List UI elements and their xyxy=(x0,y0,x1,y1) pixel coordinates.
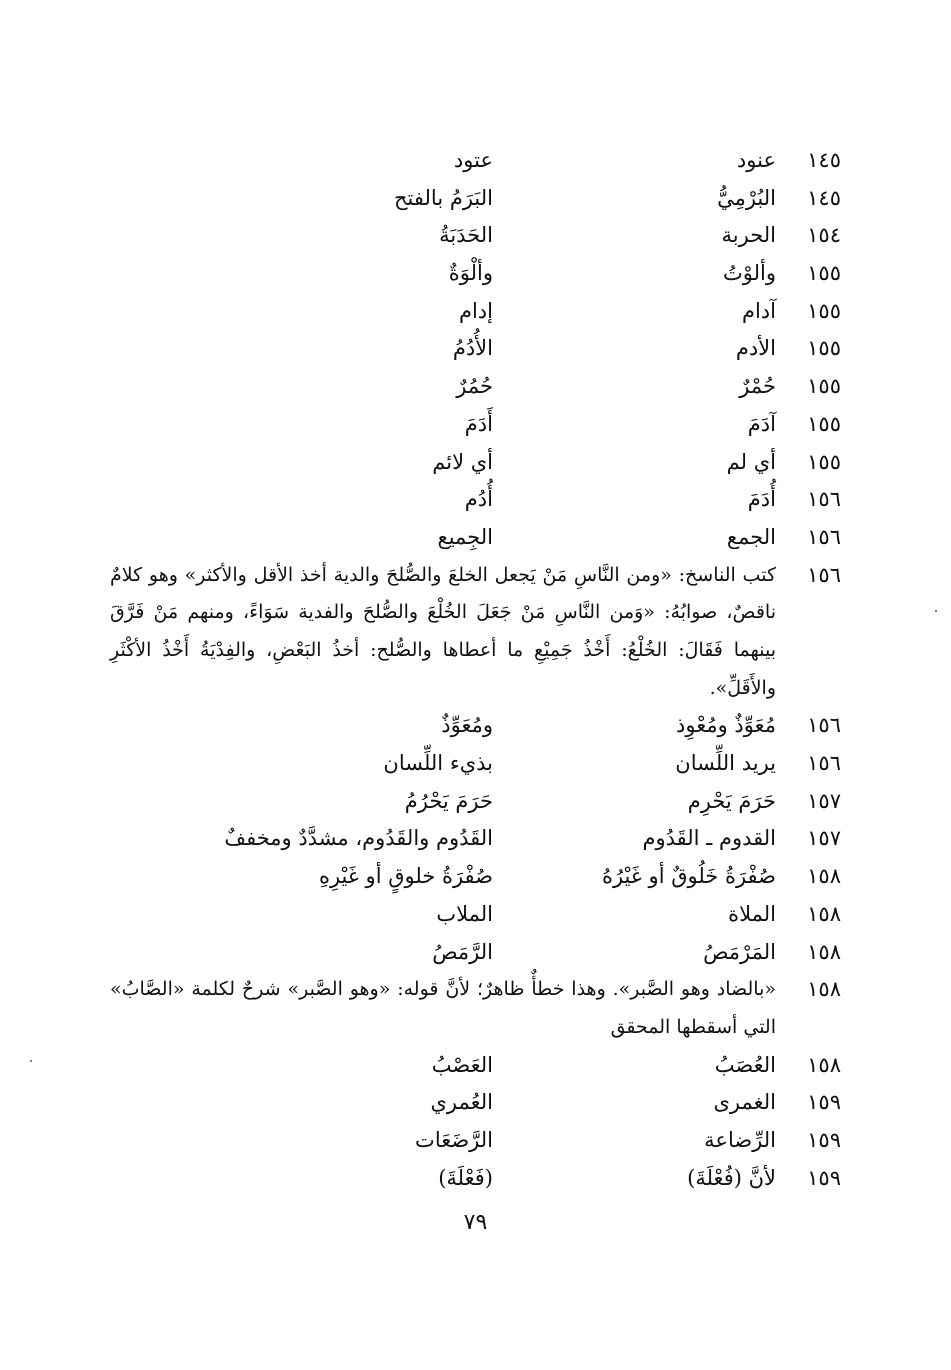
page-reference: ١٥٤ xyxy=(807,223,841,248)
page-reference: ١٥٥ xyxy=(807,374,841,399)
corrected-reading: الأُدُمُ xyxy=(452,336,493,361)
correction-row xyxy=(0,406,951,444)
page-reference: ١٥٨ xyxy=(807,977,841,1002)
correction-row xyxy=(0,1084,951,1122)
correction-row xyxy=(0,180,951,218)
erroneous-reading: الجمع xyxy=(726,524,776,549)
correction-row xyxy=(0,519,951,557)
note-text: كتب الناسخ: «ومن النَّاسِ مَنْ يَجعل الخلعَ والصُّلحَ والدية أخذ الأقل والأكثر» وهو كلامٌ ناقصٌ، صوابُهُ: «وَمن النَّاسِ مَنْ جَعَلَ الخُلْعَ والصُّلحَ والفدية سَوَاءً، ومنهم مَنْ فَرَّقَ بينهما فَقَالَ: الخُلْعُ: أَخْذُ جَمِيْعِ ما أعطاها والصُّلح: أخذُ البَعْضِ، والفِدْيَةُ أَخْذُ الأكْثَرِ والأَقَلِّ». xyxy=(110,563,776,699)
page-reference: ١٥٩ xyxy=(807,1127,841,1152)
corrections-list xyxy=(0,142,951,1197)
page-reference: ١٤٥ xyxy=(807,185,841,210)
note-text: «بالضاد وهو الصَّبر». وهذا خطأٌ ظاهرٌ؛ لأنَّ قوله: «وهو الصَّبر» شرحٌ لكلمة «الصَّابُ» التي أسقطها المحقق xyxy=(110,978,776,1038)
corrected-reading: ومُعَوِّذٌ xyxy=(441,713,493,738)
corrected-reading: أي لائم xyxy=(432,449,493,474)
erroneous-reading: وألوْتُ xyxy=(723,261,776,286)
erroneous-reading: القدوم ـ القَدُوم xyxy=(642,826,776,851)
erroneous-reading: العُصَبُ xyxy=(714,1052,776,1077)
page-reference: ١٥٦ xyxy=(807,713,841,738)
correction-row xyxy=(0,481,951,519)
erroneous-reading: أُدَمَ xyxy=(747,487,776,512)
erroneous-reading: الغمرى xyxy=(713,1090,776,1115)
page-reference: ١٤٥ xyxy=(807,148,841,172)
correction-row xyxy=(0,1160,951,1198)
erroneous-reading: يريد اللِّسان xyxy=(675,751,776,776)
corrected-reading: وألْوَةٌ xyxy=(448,261,493,286)
erroneous-reading: عنود xyxy=(736,148,776,172)
corrected-reading: حُمُرٌ xyxy=(456,374,493,399)
page-reference: ١٥٥ xyxy=(807,449,841,474)
note-row xyxy=(0,971,951,1046)
corrected-reading: الملاب xyxy=(436,901,493,926)
correction-row xyxy=(0,217,951,255)
page-reference: ١٥٦ xyxy=(807,487,841,512)
note-row xyxy=(0,557,951,708)
page-reference: ١٥٨ xyxy=(807,901,841,926)
correction-row xyxy=(0,444,951,482)
page-number: ٧٩ xyxy=(463,1210,488,1235)
correction-row xyxy=(0,896,951,934)
page-reference: ١٥٦ xyxy=(807,751,841,776)
erroneous-reading: حَرَمَ يَحْرِم xyxy=(687,788,776,813)
correction-row xyxy=(0,142,951,180)
correction-row xyxy=(0,1122,951,1160)
page-reference: ١٥٧ xyxy=(807,826,841,851)
erroneous-reading: صُفْرَةُ خَلُوقٌ أو غَيْرُهُ xyxy=(601,864,776,889)
corrected-reading: الرَّمَصُ xyxy=(432,939,493,964)
page-reference: ١٥٦ xyxy=(807,524,841,549)
page-reference: ١٥٨ xyxy=(807,939,841,964)
corrected-reading: الجِميع xyxy=(437,524,493,549)
corrected-reading: الحَدَبَةُ xyxy=(439,223,493,248)
corrected-reading: أُدُم xyxy=(464,487,493,512)
correction-row xyxy=(0,1047,951,1085)
corrected-reading: القَدُوم والقَدُوم، مشدَّدٌ ومخففٌ xyxy=(224,826,493,851)
erroneous-reading: الملاة xyxy=(728,901,776,926)
corrected-reading: البَرَمُ بالفتح xyxy=(394,185,493,210)
erroneous-reading: مُعَوِّذٌ ومُعْوِذ xyxy=(676,713,776,738)
corrected-reading: أَدَمَ xyxy=(464,411,493,436)
erroneous-reading: الرِّضاعة xyxy=(704,1127,776,1152)
correction-row xyxy=(0,368,951,406)
erroneous-reading: الأدم xyxy=(735,336,776,361)
correction-row xyxy=(0,820,951,858)
page-reference: ١٥٩ xyxy=(807,1165,841,1190)
correction-row xyxy=(0,934,951,972)
correction-row xyxy=(0,330,951,368)
scan-speck xyxy=(30,1060,32,1062)
corrected-reading: حَرَمَ يَحْرُمُ xyxy=(404,788,493,813)
page-reference: ١٥٥ xyxy=(807,298,841,323)
page-reference: ١٥٥ xyxy=(807,336,841,361)
page-reference: ١٥٩ xyxy=(807,1090,841,1115)
erroneous-reading: الحربة xyxy=(721,223,776,248)
correction-row xyxy=(0,707,951,745)
corrected-reading: بذيء اللِّسان xyxy=(383,751,493,776)
page-reference: ١٥٨ xyxy=(807,864,841,889)
corrected-reading: الرَّضَعَات xyxy=(415,1127,493,1152)
corrected-reading: العَصْبُ xyxy=(431,1052,493,1077)
corrected-reading: العُمري xyxy=(430,1090,493,1115)
erroneous-reading: المَرْمَصُ xyxy=(703,939,776,964)
page-reference: ١٥٥ xyxy=(807,261,841,286)
corrected-reading: صُفْرَةُ خلوقٍ أو غَيْرِهِ xyxy=(318,864,493,889)
page-reference: ١٥٧ xyxy=(807,788,841,813)
corrected-reading: عتود xyxy=(453,148,493,172)
erroneous-reading: لأنَّ (فُعْلَةَ) xyxy=(687,1165,776,1190)
page-reference: ١٥٨ xyxy=(807,1052,841,1077)
erroneous-reading: آدَمَ xyxy=(747,411,776,436)
erroneous-reading: أي لم xyxy=(726,449,776,474)
correction-row xyxy=(0,255,951,293)
page-reference: ١٥٦ xyxy=(807,562,841,587)
correction-row xyxy=(0,293,951,331)
corrected-reading: (فَعْلَةَ) xyxy=(438,1165,493,1190)
erroneous-reading: البُرْمِيُّ xyxy=(717,185,776,210)
correction-row xyxy=(0,745,951,783)
correction-row xyxy=(0,783,951,821)
page-reference: ١٥٥ xyxy=(807,411,841,436)
erroneous-reading: آدام xyxy=(741,298,776,323)
corrected-reading: إدام xyxy=(458,298,493,323)
correction-row xyxy=(0,858,951,896)
scan-speck xyxy=(935,610,937,612)
erroneous-reading: حُمْرٌ xyxy=(739,374,776,399)
